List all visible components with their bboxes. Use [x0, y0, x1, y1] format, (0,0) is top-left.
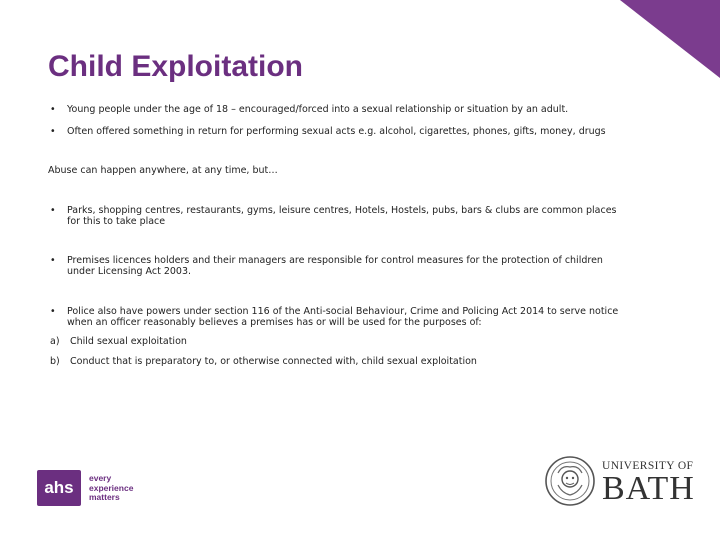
university-of-bath-logo [544, 455, 694, 511]
bullet-dot: • [50, 104, 56, 115]
list-text: Conduct that is preparatory to, or otherwise connected with, child sexual exploitation [70, 356, 477, 367]
bullet-dot: • [50, 255, 56, 266]
bullet-text: Often offered something in return for performing sexual acts e.g. alcohol, cigarettes, phones, gifts, money, drugs [67, 126, 606, 137]
list-text: Child sexual exploitation [70, 336, 187, 347]
bullet-text-rest: are common places [520, 205, 617, 216]
bullet-text-line2: for this to take place [67, 216, 166, 227]
bullet-text-line1: Premises licences holders and their managers are responsible for control measures for the protection of children [67, 255, 603, 266]
bullet-dot: • [50, 306, 56, 317]
slide-title: Child Exploitation [48, 50, 303, 83]
bullet-text-line2: under Licensing Act 2003. [67, 266, 192, 277]
bath-seal-icon [544, 455, 596, 507]
bullet-text [67, 255, 667, 277]
corner-decoration [620, 0, 720, 78]
bullet-text [67, 306, 667, 328]
list-marker: a) [50, 336, 60, 347]
venues-list: Parks, shopping centres, restaurants, gyms, leisure centres, Hotels, Hostels, pubs, bars & clubs [67, 205, 521, 216]
list-marker: b) [50, 356, 60, 367]
bullet-dot: • [50, 205, 56, 216]
bullet-text: Young people under the age of 18 – encouraged/forced into a sexual relationship or situation by an adult. [67, 104, 569, 115]
bullet-text-line1: Police also have powers under section 116 of the Anti-social Behaviour, Crime and Policing Act 2014 to serve notice [67, 306, 619, 317]
tagline-word: matters [89, 492, 120, 502]
tagline-word: every [89, 473, 112, 483]
bullet-text-line2: when an officer reasonably believes a premises has or will be used for the purposes of: [67, 317, 482, 328]
university-of-text: UNIVERSITY OF [602, 460, 694, 472]
ahs-tagline [89, 474, 133, 503]
ahs-mark: ahs [37, 470, 81, 506]
bullet-dot: • [50, 126, 56, 137]
bullet-text [67, 205, 667, 227]
ahs-logo [37, 470, 177, 506]
tagline-word: experience [89, 482, 134, 493]
intro-text: Abuse can happen anywhere, at any time, but… [48, 165, 278, 176]
bath-text: BATH [602, 470, 695, 507]
